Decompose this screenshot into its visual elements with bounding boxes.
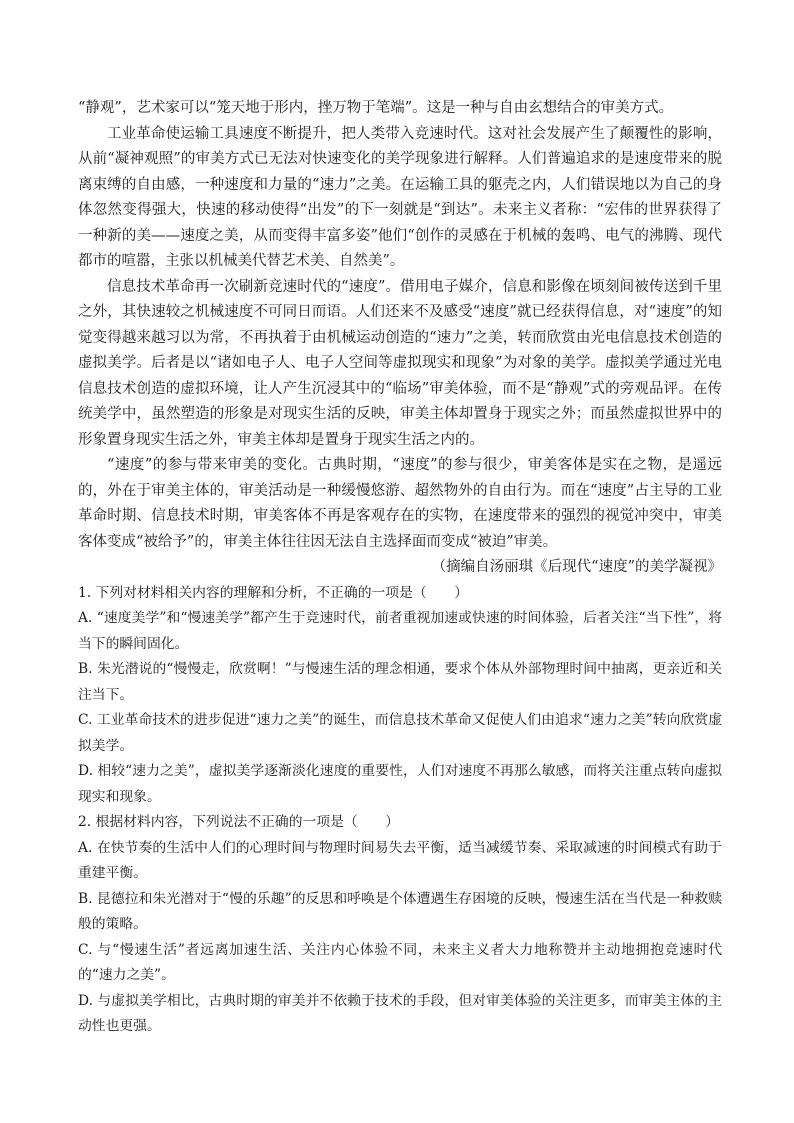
question-option-c: C. 与“慢速生活”者远离加速生活、关注内心体验不同，未来主义者大力地称赞并主动地拥抱竞速时代的“速力之美”。	[78, 941, 722, 983]
question-option-b: B. 昆德拉和朱光潜对于“慢的乐趣”的反思和呼唤是个体遭遇生存困境的反映，慢速生活在当代是一种救赎般的策略。	[78, 890, 722, 932]
question-1	[78, 581, 722, 811]
question-option-a: A. 在快节奏的生活中人们的心理时间与物理时间易失去平衡，适当减缓节奏、采取减速的时间模式有助于重建平衡。	[78, 839, 722, 881]
question-2	[78, 810, 722, 1040]
question-option-c: C. 工业革命技术的进步促进“速力之美”的诞生，而信息技术革命又促使人们由追求“速力之美”转向欣赏虚拟美学。	[78, 712, 722, 754]
article-paragraph: “静观”，艺术家可以“笼天地于形内，挫万物于笔端”。这是一种与自由玄想结合的审美方式。	[78, 100, 674, 116]
question-option-d: D. 与虚拟美学相比，古典时期的审美并不依赖于技术的手段，但对审美体验的关注更多，而审美主体的主动性也更强。	[78, 992, 722, 1034]
article-paragraph: “速度”的参与带来审美的变化。古典时期，“速度”的参与很少，审美客体是实在之物，是遥远的，外在于审美主体的，审美活动是一种缓慢悠游、超然物外的自由行为。而在“速度”占主导的工业革命时期、信息技术时期，审美客体不再是客观存在的实物，在速度带来的强烈的视觉冲突中，审美客体变成“被给予”的，审美主体往往因无法自主选择面而变成“被迫”审美。	[78, 457, 722, 550]
question-stem: 1. 下列对材料相关内容的理解和分析，不正确的一项是（ ）	[78, 584, 469, 601]
document-page	[78, 96, 722, 1040]
question-stem: 2. 根据材料内容，下列说法不正确的一项是（ ）	[78, 814, 400, 830]
question-option-a: A. “速度美学”和“慢速美学”都产生于竞速时代，前者重视加速或快速的时间体验，后者关注“当下性”，将当下的瞬间固化。	[78, 610, 722, 652]
question-option-b: B. 朱光潜说的“慢慢走，欣赏啊！”与慢速生活的理念相通，要求个体从外部物理时间中抽离，更亲近和关注当下。	[78, 661, 722, 703]
article-source: （摘编自汤丽琪《后现代“速度”的美学凝视》	[431, 559, 722, 575]
article-paragraph: 信息技术革命再一次刷新竞速时代的“速度”。借用电子媒介，信息和影像在顷刻间被传送到千里之外，其快速较之机械速度不可同日而语。人们还来不及感受“速度”就已经获得信息，对“速度”的知觉变得越来越习以为常，不再执着于由机械运动创造的“速力”之美，转而欣赏由光电信息技术创造的虚拟美学。后者是以“诸如电子人、电子人空间等虚拟现实和现象”为对象的美学。虚拟美学通过光电信息技术创造的虚拟环境，让人产生沉浸其中的“临场”审美体验，而不是“静观”式的旁观品评。在传统美学中，虽然塑造的形象是对现实生活的反映，审美主体却置身于现实之外；而虽然虚拟世界中的形象置身现实生活之外，审美主体却是置身于现实生活之内的。	[78, 278, 722, 448]
article-paragraph: 工业革命使运输工具速度不断提升，把人类带入竞速时代。这对社会发展产生了颠覆性的影响，从前“凝神观照”的审美方式已无法对快速变化的美学现象进行解释。人们普遍追求的是速度带来的脱离束缚的自由感，一种速度和力量的“速力”之美。在运输工具的躯壳之内，人们错误地以为自己的身体忽然变得强大，快速的移动使得“出发”的下一刻就是“到达”。未来主义者称：“宏伟的世界获得了一种新的美——速度之美，从而变得丰富多姿”他们“创作的灵感在于机械的轰鸣、电气的沸腾、现代都市的喧嚣，主张以机械美代替艺术美、自然美”。	[78, 125, 722, 269]
question-option-d: D. 相较“速力之美”，虚拟美学逐渐淡化速度的重要性，人们对速度不再那么敏感，而将关注重点转向虚拟现实和现象。	[78, 763, 722, 805]
